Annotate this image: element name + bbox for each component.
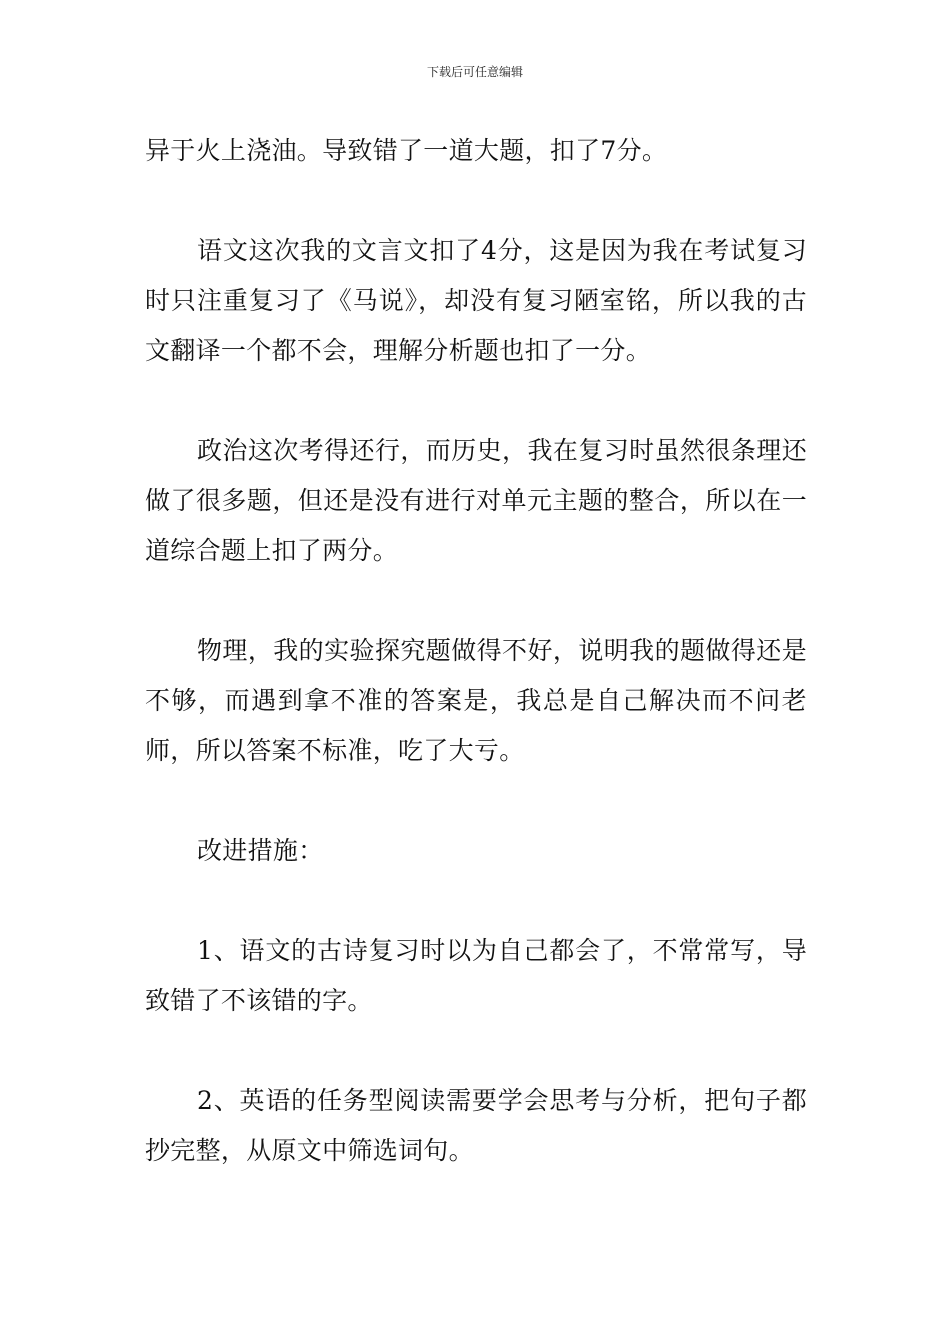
paragraph-continuation: 异于火上浇油。导致错了一道大题，扣了7分。 xyxy=(145,136,668,165)
paragraph-politics-history: 政治这次考得还行，而历史，我在复习时虽然很条理还做了很多题，但还是没有进行对单元主题的整合，所以在一道综合题上扣了两分。 xyxy=(145,436,807,565)
paragraph-chinese-exam: 语文这次我的文言文扣了4分，这是因为我在考试复习时只注重复习了《马说》，却没有复习陋室铭，所以我的古文翻译一个都不会，理解分析题也扣了一分。 xyxy=(145,236,807,365)
section-heading-improvements: 改进措施： xyxy=(197,836,324,865)
document-body xyxy=(145,126,807,1176)
page-header: 下载后可任意编辑 xyxy=(426,65,523,79)
list-item-2: 2、英语的任务型阅读需要学会思考与分析，把句子都抄完整，从原文中筛选词句。 xyxy=(145,1086,807,1165)
paragraph-physics: 物理，我的实验探究题做得不好，说明我的题做得还是不够，而遇到拿不准的答案是，我总是自己解决而不问老师，所以答案不标准，吃了大亏。 xyxy=(145,636,807,765)
list-item-1: 1、语文的古诗复习时以为自己都会了，不常常写，导致错了不该错的字。 xyxy=(145,936,807,1015)
